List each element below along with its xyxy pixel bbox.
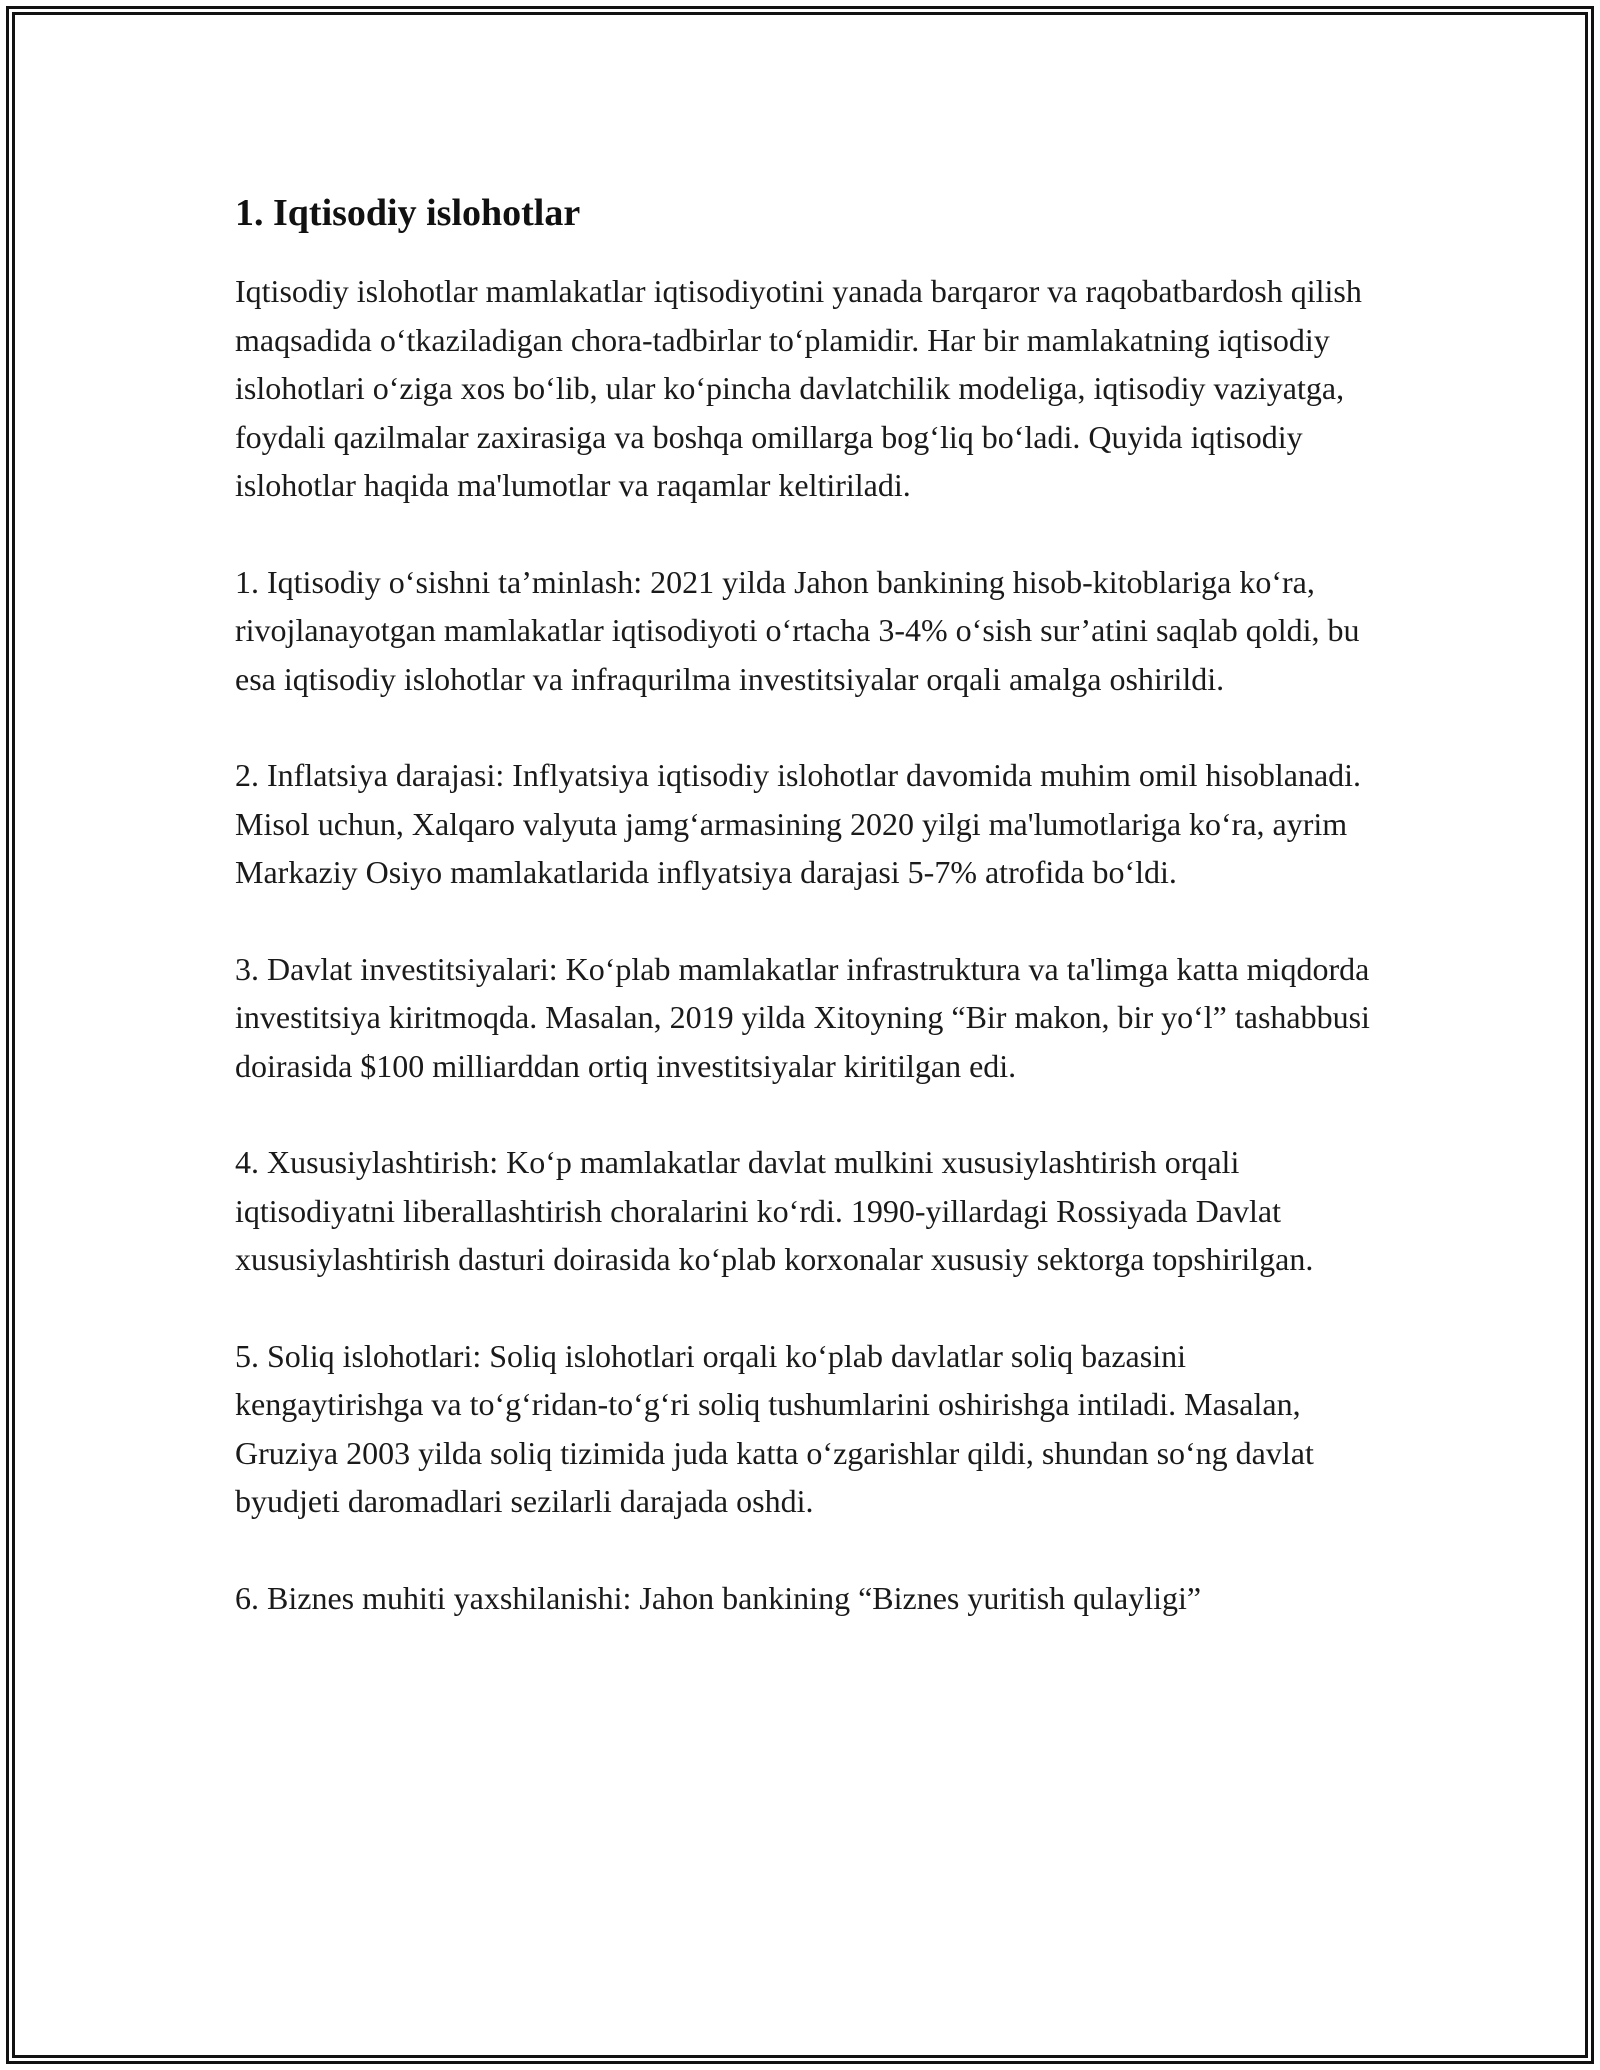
- document-body: [235, 185, 1375, 1670]
- list-item-business-environment: 6. Biznes muhiti yaxshilanishi: Jahon bankining “Biznes yuritish qulayligi”: [235, 1579, 1202, 1616]
- list-item-inflation: 2. Inflatsiya darajasi: Inflyatsiya iqtisodiy islohotlar davomida muhim omil hisoblanadi. Misol uchun, Xalqaro valyuta jamg‘armasining 2020 yilgi ma'lumotlariga ko‘ra, ayrim Markaziy Osiyo mamlakatlarida inflyatsiya darajasi 5-7% atrofida bo‘ldi.: [235, 757, 1362, 890]
- list-item-state-investments: 3. Davlat investitsiyalari: Ko‘plab mamlakatlar infrastruktura va ta'limga katta miqdorda investitsiya kiritmoqda. Masalan, 2019 yilda Xitoyning “Bir makon, bir yo‘l” tashabbusi doirasida $100 milliarddan ortiq investitsiyalar kiritilgan edi.: [235, 950, 1370, 1084]
- section-heading: 1. Iqtisodiy islohotlar: [235, 192, 581, 234]
- list-item-tax-reforms: 5. Soliq islohotlari: Soliq islohotlari orqali ko‘plab davlatlar soliq bazasini kengaytirishga va to‘g‘ridan-to‘g‘ri soliq tushumlarini oshirishga intiladi. Masalan, Gruziya 2003 yilda soliq tizimida juda katta o‘zgarishlar qildi, shundan so‘ng davlat byudjeti daromadlari sezilarli darajada oshdi.: [235, 1337, 1314, 1519]
- intro-paragraph: Iqtisodiy islohotlar mamlakatlar iqtisodiyotini yanada barqaror va raqobatbardosh qilish maqsadida o‘tkaziladigan chora-tadbirlar to‘plamidir. Har bir mamlakatning iqtisodiy islohotlari o‘ziga xos bo‘lib, ular ko‘pincha davlatchilik modeliga, iqtisodiy vaziyatga, foydali qazilmalar zaxirasiga va boshqa omillarga bog‘liq bo‘ladi. Quyida iqtisodiy islohotlar haqida ma'lumotlar va raqamlar keltiriladi.: [235, 273, 1362, 503]
- list-item-economic-growth: 1. Iqtisodiy o‘sishni ta’minlash: 2021 yilda Jahon bankining hisob-kitoblariga ko‘ra, rivojlanayotgan mamlakatlar iqtisodiyoti o‘rtacha 3-4% o‘sish sur’atini saqlab qoldi, bu esa iqtisodiy islohotlar va infraqurilma investitsiyalar orqali amalga oshirildi.: [235, 563, 1360, 697]
- list-item-privatization: 4. Xususiylashtirish: Ko‘p mamlakatlar davlat mulkini xususiylashtirish orqali iqtisodiyatni liberallashtirish choralarini ko‘rdi. 1990-yillardagi Rossiyada Davlat xususiylashtirish dasturi doirasida ko‘plab korxonalar xususiy sektorga topshirilgan.: [235, 1144, 1314, 1277]
